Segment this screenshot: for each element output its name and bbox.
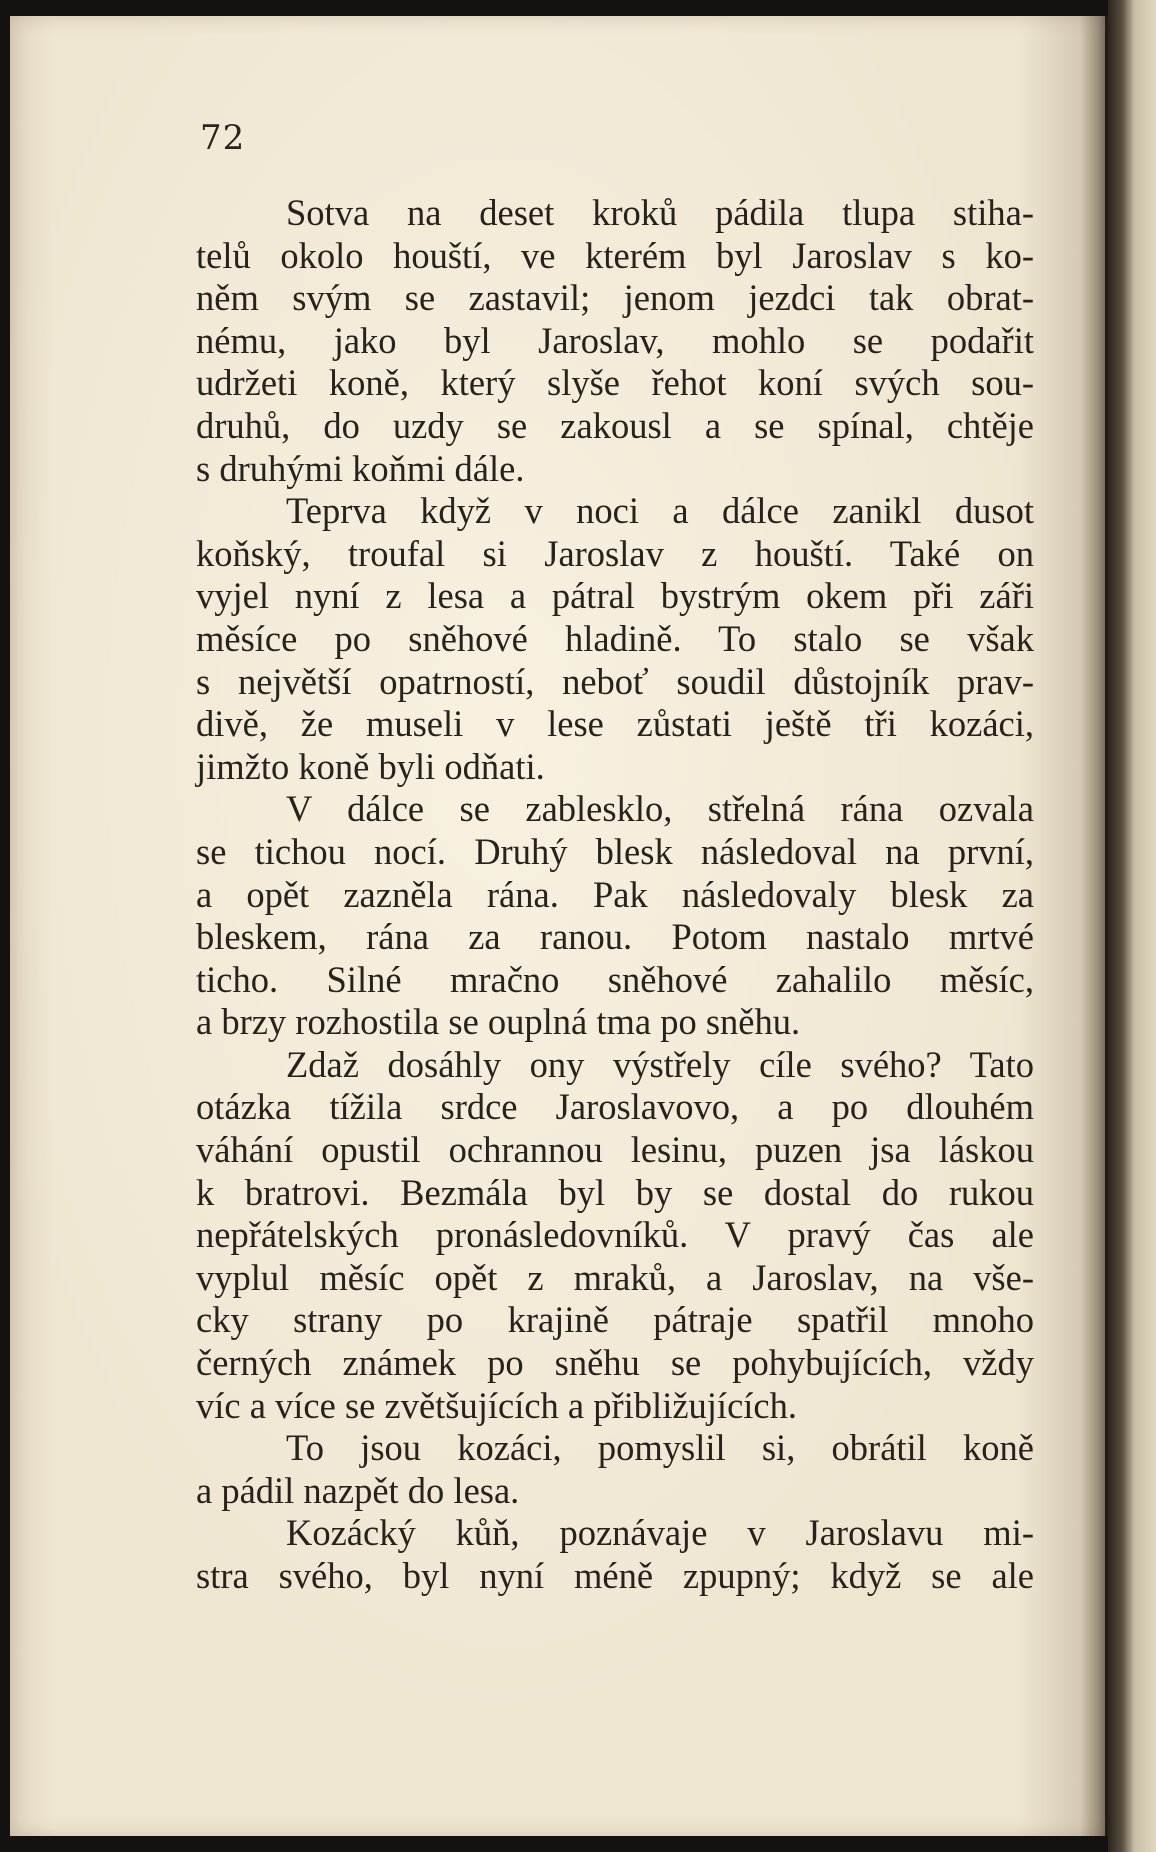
body-text	[196, 192, 1034, 1598]
text-line: s největší opatrností, neboť soudil důstojník prav-	[196, 660, 1034, 702]
text-line: divě, že museli v lese zůstati ještě tři kozáci,	[196, 703, 1034, 745]
text-line: a pádil nazpět do lesa.	[196, 1469, 520, 1511]
text-line: s druhými koňmi dále.	[196, 447, 525, 489]
text-line: udržeti koně, který slyše řehot koní svých sou-	[196, 362, 1034, 404]
text-line: a opět zazněla rána. Pak následovaly blesk za	[196, 873, 1034, 915]
text-line: černých známek po sněhu se pohybujících, vždy	[196, 1342, 1034, 1384]
text-line: Sotva na deset kroků pádila tlupa stiha-	[286, 192, 1034, 233]
text-line: Teprva když v noci a dálce zanikl dusot	[286, 490, 1034, 532]
adjacent-page-edge	[1108, 0, 1156, 1852]
text-line: telů okolo houští, ve kterém byl Jaroslav s ko-	[196, 234, 1034, 276]
text-line: nepřátelských pronásledovníků. V pravý čas ale	[196, 1214, 1034, 1256]
text-line: Kozácký kůň, poznávaje v Jaroslavu mi-	[286, 1512, 1034, 1554]
text-line: ticho. Silné mračno sněhové zahalilo měsíc,	[196, 958, 1034, 1000]
text-line: druhů, do uzdy se zakousl a se spínal, chtěje	[196, 404, 1034, 446]
text-line: měsíce po sněhové hladině. To stalo se však	[196, 617, 1034, 659]
text-line: se tichou nocí. Druhý blesk následoval na první,	[196, 830, 1034, 872]
text-line: To jsou kozáci, pomyslil si, obrátil koně	[286, 1427, 1034, 1469]
text-line: něm svým se zastavil; jenom jezdci tak obrat-	[196, 277, 1034, 319]
text-line: jimžto koně byli odňati.	[196, 745, 545, 787]
text-line: stra svého, byl nyní méně zpupný; když se ale	[196, 1555, 1034, 1596]
page-number: 72	[200, 118, 246, 158]
text-line: váhání opustil ochrannou lesinu, puzen jsa láskou	[196, 1129, 1034, 1171]
text-line: koňský, troufal si Jaroslav z houští. Také on	[196, 532, 1034, 574]
text-line: V dálce se zablesklo, střelná rána ozvala	[286, 788, 1034, 830]
text-line: víc a více se zvětšujících a přibližujících.	[196, 1384, 797, 1426]
text-line: otázka tížila srdce Jaroslavovo, a po dlouhém	[196, 1086, 1034, 1128]
text-line: a brzy rozhostila se ouplná tma po sněhu.	[196, 1001, 801, 1043]
text-line: bleskem, rána za ranou. Potom nastalo mrtvé	[196, 916, 1034, 958]
text-line: k bratrovi. Bezmála byl by se dostal do rukou	[196, 1171, 1034, 1213]
text-line: vyplul měsíc opět z mraků, a Jaroslav, na vše-	[196, 1256, 1034, 1298]
page-gutter-shadow	[1080, 16, 1110, 1836]
text-line: vyjel nyní z lesa a pátral bystrým okem při záři	[196, 575, 1034, 617]
text-line: cky strany po krajině pátraje spatřil mnoho	[196, 1299, 1034, 1341]
text-line: nému, jako byl Jaroslav, mohlo se podařit	[196, 319, 1034, 361]
text-line: Zdaž dosáhly ony výstřely cíle svého? Tato	[286, 1043, 1034, 1085]
